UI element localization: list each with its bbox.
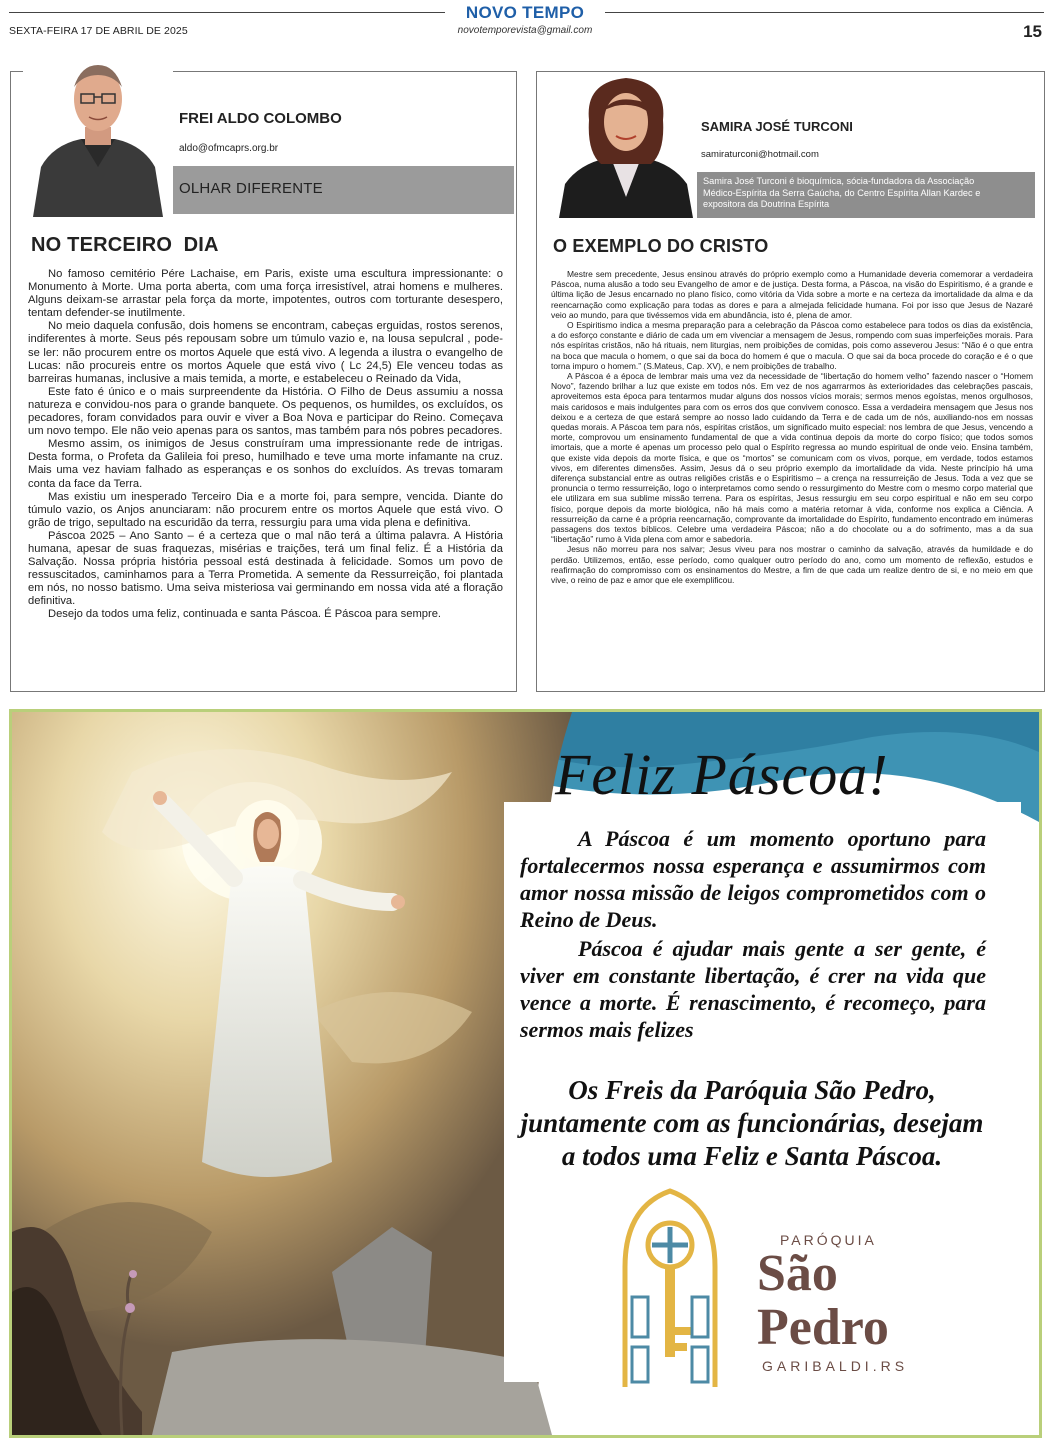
church-key-icon: [610, 1187, 730, 1387]
ad-signature: Os Freis da Paróquia São Pedro, juntamente com as funcionárias, desejam a todos uma Feliz e Santa Páscoa.: [520, 1075, 984, 1171]
paragraph: A Páscoa é a época de lembrar mais uma vez da necessidade de “libertação do homem velho” fazendo nascer o “Homem Novo”, fazendo brilhar a luz que existe em todos nós. Em vez de nos agarrarmos às exterioridades das celebrações pascais, aproveitemos esta época para tentarmos mudar alguns dos nossos vícios morais; sermos menos egoístas, menos orgulhosos, mais caridosos e mais indulgentes para com os erros dos que convivem conosco. Essa a verdadeira mensagem que Jesus nos deixou e a certeza de que estará sempre ao nosso lado cuidando da Terra e de cada um de nós, auxiliando-nos em nossas quedas morais. A Páscoa tem para nós, espíritas cristãos, um significado muito especial: nos lembra de que Jesus, vencendo a morte, comprovou um ensinamento fundamental de que a vida continua depois da morte do corpo físico; que todos somos imortais, que a morte é apenas um processo pelo qual o Espírito regressa ao mundo espiritual de onde veio. Ensina também, que existe vida depois da morte física, e que os “mortos” se comunicam com os vivos, porque, em verdade, todos estamos vivos, em diferentes dimensões. Assim, Jesus dá o seu próprio exemplo da imortalidade da vida. Neste princípio há uma diferença substancial entre as outras religiões cristãs e o Espiritismo – a crença na ressurreição de Jesus. Toda a vez que se pronuncia o termo ressurreição, logo o interpretamos como sendo o ressurgimento do Mestre com o mesmo corpo material que ele utilizara em sua sublime missão terrena. Para os espíritas, Jesus ressurgiu em seu corpo espiritual e não em seu corpo físico, porque depois da morte biológica, não há mais como a matéria retornar à vida, conforme nos explica a Ciência. A ressurreição da carne é a própria reencarnação, comprovante da imortalidade do Espírito, fundamento encontrado em inúmeras passagens dos textos bíblicos. Celebre uma verdadeira Páscoa; não a do chocolate ou a do sofrimento, mas a da sua “libertação” rumo à Vida plena com amor e sabedoria.: [551, 371, 1033, 545]
column-right: [536, 71, 1045, 692]
logo-name-sao: São: [757, 1245, 838, 1302]
paragraph: No famoso cemitério Pére Lachaise, em Paris, existe uma escultura impressionante: o Monumento à Morte. Uma porta aberta, com uma força irresistível, atrai homens e mulheres. Alguns deixam-se arrastar pela força da morte, impotentes, outros com torturante desespero, tentam defender-se inutilmente.: [28, 268, 503, 320]
paragraph: Mas existiu um inesperado Terceiro Dia e a morte foi, para sempre, vencida. Diante do túmulo vazio, os Anjos anunciaram: não procurem entre os mortos Aquele que está vivo. O grão de trigo, sepultado na escuridão da terra, ressurgiu para uma vida plena e definitiva.: [28, 490, 503, 529]
ad-message: [520, 825, 986, 1043]
author-email: samiraturconi@hotmail.com: [701, 149, 819, 160]
author-bio: Samira José Turconi é bioquímica, sócia-fundadora da Associação Médico-Espírita da Serra Gaúcha, do Centro Espírita Allan Kardec e expositora da Doutrina Espírita: [703, 176, 981, 209]
article-body: [28, 268, 503, 622]
page-number: 15: [1023, 22, 1042, 41]
paragraph: O Espiritismo indica a mesma preparação para a celebração da Páscoa como estabelece para todos os dias da existência, a do esforço constante e diário de cada um em vivenciar a mensagem de Jesus, rompendo com suas imperfeições morais. Para nós espíritas cristãos, não há rituais, nem liturgias, nem proibições de comidas, pois como asseverou Jesus: “Não é o que entra na boca que macula o homem, o que sai da boca do homem é que o macula. O que sai da boca procede do coração e é o que torna impuro o homem.” (S.Mateus, Cap. XV), e nem proibições de trabalho.: [551, 320, 1033, 371]
logo-name: [757, 1247, 889, 1355]
issue-date: SEXTA-FEIRA 17 DE ABRIL DE 2025: [9, 25, 188, 37]
masthead: [445, 3, 605, 43]
paragraph: Jesus não morreu para nos salvar; Jesus viveu para nos mostrar o caminho da salvação, através da humildade e do perdão. Utilizemos, então, esse período, como qualquer outro período do ano, como um momento de reflexão, estudos e reafirmação do compromisso com os ensinamentos do Mestre, a fim de que cada um realize dentro de si, e no meio em que vive, o reino de paz e amor que ele exemplificou.: [551, 544, 1033, 586]
ad-title: Feliz Páscoa!: [555, 742, 889, 807]
article-body: [551, 269, 1033, 585]
page-header: [0, 0, 1058, 60]
message-paragraph: Páscoa é ajudar mais gente a ser gente, é viver em constante libertação, é crer na vida que vence a morte. É renascimento, é recomeço, para sermos mais felizes: [520, 936, 986, 1042]
logo-city: GARIBALDI.RS: [762, 1358, 909, 1374]
brand-name: NOVO TEMPO: [465, 3, 585, 22]
paragraph: Mesmo assim, os inimigos de Jesus construíram uma impressionante rede de intrigas. Desta forma, o Profeta da Galileia foi preso, humilhado e teve uma morte infamante na cruz. Mais uma vez haviam falhado as esperanças e os sonhos do excluídos. As trevas tomaram conta da face da Terra.: [28, 438, 503, 490]
logo-paroquia: PARÓQUIA: [780, 1232, 877, 1248]
message-paragraph: A Páscoa é um momento oportuno para fortalecermos nossa esperança e assumirmos com amor nossa missão de leigos comprometidos com o Reino de Deus.: [520, 826, 986, 932]
column-left: [10, 71, 517, 692]
author-name: FREI ALDO COLOMBO: [179, 110, 342, 127]
author-photo: [555, 72, 697, 218]
brand-email: novotemporevista@gmail.com: [457, 25, 593, 36]
paragraph: Este fato é único e o mais surpreendente da História. O Filho de Deus assumiu a nossa natureza e convidou-nos para o grande banquete. Os pequenos, os humildes, os excluídos, os pecadores, foram convidados para ouvir e viver a Boa Nova e participar do Reino. Começava um novo tempo. Ele não veio apenas para os santos, mas também para nós pobres pecadores.: [28, 385, 503, 438]
paragraph: Páscoa 2025 – Ano Santo – é a certeza que o mal não terá a última palavra. A História humana, apesar de suas fraquezas, misérias e traições, terá um final feliz. É a História da Salvação. Nossa própria história pessoal está destinada à felicidade. Somos um povo de ressuscitados, caminhamos para a Terra Prometida. A semente da Ressurreição, foi plantada em nós, no nosso batismo. Uma seiva misteriosa vai germinando em nossa vida até a floração definitiva.: [28, 529, 503, 608]
logo-name-pedro: Pedro: [757, 1299, 889, 1356]
easter-advertisement: [9, 709, 1042, 1438]
paragraph: Mestre sem precedente, Jesus ensinou através do próprio exemplo como a Humanidade deveria comemorar a verdadeira Páscoa, numa alusão a todo seu Evangelho de amor e de justiça. Desta forma, a Páscoa, na visão do Espiritismo, é a grande e última lição de Jesus encarnado no plano físico, como vitória da Vida sobre a morte e na certeza da imortalidade da alma e da reencarnação como explicação para todas as dores e para a almejada felicidade humana. Foi por isso que Jesus de Nazaré veio ao mundo, para que tivéssemos vida em abundância, isto é, plena de amor.: [551, 269, 1033, 320]
section-title: OLHAR DIFERENTE: [179, 180, 323, 197]
article-headline: NO TERCEIRO DIA: [31, 234, 219, 256]
paragraph: No meio daquela confusão, dois homens se encontram, cabeças erguidas, rostos serenos, indiferentes à morte. Seus pés repousam sobre um túmulo vazio e, na lousa sepulcral , pode-se ler: não procurem entre os mortos Aquele que está vivo. A legenda a ilustra o evangelho de Lucas: não procureis entre os mortos Aquele que está vivo ( Lc 24,5) Ele venceu todas as barreiras humanas, inclusive a mais temida, a morte, e estabeleceu o Reinado da Vida,: [28, 320, 503, 385]
article-headline: O EXEMPLO DO CRISTO: [553, 236, 769, 256]
paragraph: Desejo da todos uma feliz, continuada e santa Páscoa. É Páscoa para sempre.: [48, 608, 442, 621]
author-name: SAMIRA JOSÉ TURCONI: [701, 119, 853, 134]
author-photo: [23, 57, 173, 217]
author-email: aldo@ofmcaprs.org.br: [179, 143, 279, 154]
